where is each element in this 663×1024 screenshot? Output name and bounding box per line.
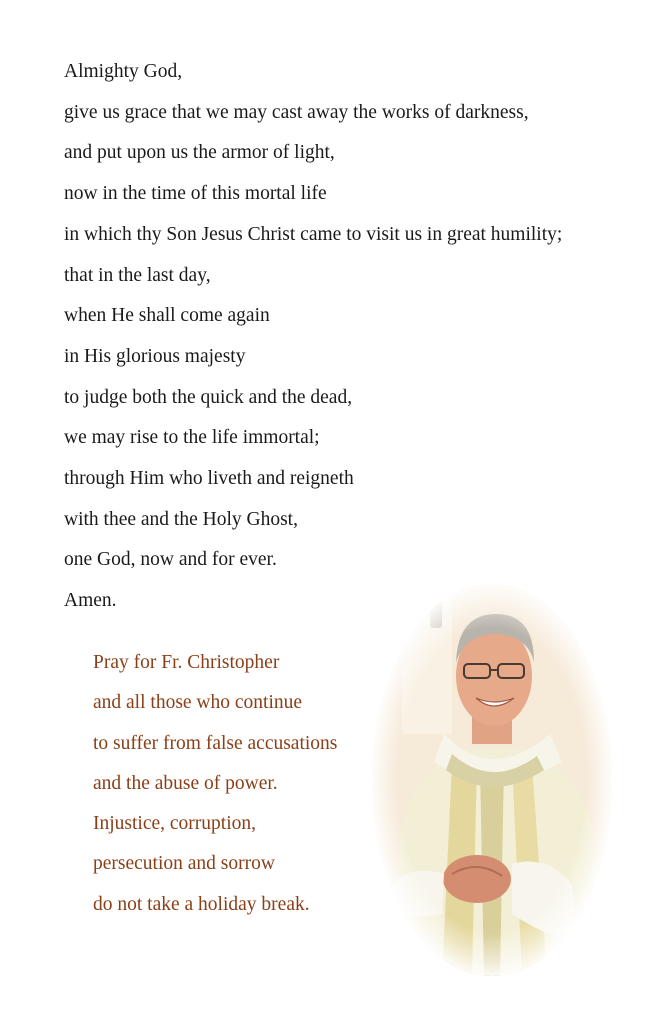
intercession-line: and the abuse of power. — [93, 772, 278, 794]
wall-panel — [402, 584, 452, 734]
prayer-amen: Amen. — [64, 590, 117, 612]
prayer-line: and put upon us the armor of light, — [64, 142, 335, 164]
intercession-line: to suffer from false accusations — [93, 732, 338, 754]
wall-fixture — [430, 598, 442, 628]
intercession-line: Pray for Fr. Christopher — [93, 652, 280, 673]
prayer-line: give us grace that we may cast away the works of darkness, — [64, 101, 529, 123]
prayer-text — [64, 52, 562, 622]
priest-portrait — [372, 584, 612, 976]
intercession-line: persecution and sorrow — [93, 853, 275, 875]
prayer-line: with thee and the Holy Ghost, — [64, 508, 298, 530]
intercession-line: and all those who continue — [93, 692, 303, 714]
prayer-line: in which thy Son Jesus Christ came to visit us in great humility; — [64, 223, 563, 245]
intercession-text — [93, 643, 337, 925]
prayer-line: one God, now and for ever. — [64, 549, 277, 571]
prayer-line: in His glorious majesty — [64, 345, 246, 367]
clasped-hands — [443, 855, 511, 903]
prayer-line: that in the last day, — [64, 264, 211, 286]
prayer-line: when He shall come again — [64, 305, 270, 327]
prayer-line: we may rise to the life immortal; — [64, 427, 320, 449]
intercession-line: do not take a holiday break. — [93, 893, 310, 915]
prayer-line: now in the time of this mortal life — [64, 183, 327, 205]
prayer-line: to judge both the quick and the dead, — [64, 386, 353, 408]
prayer-line: Almighty God, — [64, 61, 183, 82]
intercession-line: Injustice, corruption, — [93, 813, 256, 835]
priest-portrait-illustration — [372, 584, 612, 976]
prayer-line: through Him who liveth and reigneth — [64, 468, 354, 490]
